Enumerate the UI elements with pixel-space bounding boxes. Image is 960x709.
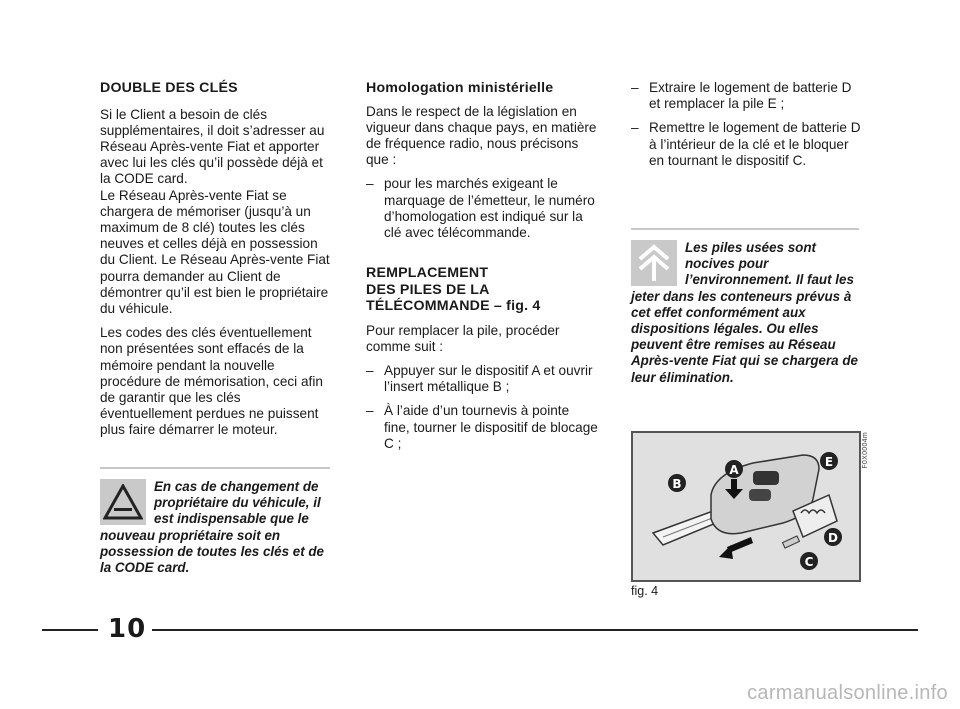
list-item: – Extraire le logement de batterie D et remplacer la pile E ;	[631, 80, 863, 112]
paragraph: Le Réseau Après-vente Fiat se chargera de mémoriser (jusqu’à un maximum de 8 clé) toutes les clés neuves et celles déjà en possession du Client. Le Réseau Après-vente Fiat pourra demander au Client de démontrer qu’il est bien le propriétaire du véhicule.	[100, 187, 330, 316]
paragraph: Dans le respect de la législation en vigueur dans chaque pays, en matière de fréquence radio, nous précisons que :	[366, 103, 597, 168]
footer-rule-right	[152, 629, 918, 631]
figure-label-c: C	[804, 555, 814, 569]
heading-line: TÉLÉCOMMANDE – fig. 4	[366, 298, 541, 315]
paragraph: Pour remplacer la pile, procéder comme suit :	[366, 322, 560, 354]
section-heading-double-keys: DOUBLE DES CLÉS	[100, 80, 238, 96]
column-middle	[366, 80, 598, 460]
paragraph: Les codes des clés éventuellement non présentées sont effacés de la mémoire pendant la nouvelle procédure de mémorisation, ceci afin de garantir que les clés éventuellement perdues ne puissent plus faire démarrer le moteur.	[100, 325, 323, 438]
warning-note-text: En cas de changement de propriétaire du véhicule, il est indispensable que le nouveau propriétaire soit en possession de toutes les clés et de la CODE card.	[100, 479, 325, 576]
list-item: – Appuyer sur le dispositif A et ouvrir l’insert métallique B ;	[366, 363, 598, 395]
section-heading-battery-replacement	[366, 265, 598, 315]
column-right	[631, 80, 863, 177]
environment-note	[631, 228, 859, 386]
key-illustration	[633, 433, 859, 580]
column-left	[100, 80, 330, 447]
figure-caption: fig. 4	[631, 584, 659, 598]
figure-code: F0X0004m	[862, 432, 869, 469]
list-item: – Remettre le logement de batterie D à l’intérieur de la clé et le bloquer en tournant le dispositif C.	[631, 120, 863, 169]
heading-line: REMPLACEMENT	[366, 265, 489, 282]
figure-label-a: A	[729, 463, 739, 477]
warning-triangle-icon	[100, 479, 146, 525]
environment-note-text: Les piles usées sont nocives pour l’environnement. Il faut les jeter dans les conteneurs prévus à cet effet conformément aux dispositions légales. Ou elles peuvent être remises au Réseau Après-vente Fiat qui se chargera de leur élimination.	[631, 240, 858, 385]
section-heading-homologation: Homologation ministérielle	[366, 80, 554, 96]
paragraph: Si le Client a besoin de clés supplémentaires, il doit s’adresser au Réseau Après-vente Fiat et apporter avec lui les clés qu’il possède déjà et la CODE card.	[100, 106, 325, 187]
watermark: carmanualsonline.info	[747, 682, 948, 704]
figure-label-d: D	[828, 531, 838, 545]
heading-line: DES PILES DE LA	[366, 281, 490, 298]
figure-label-b: B	[672, 477, 682, 491]
list-item: – À l’aide d’un tournevis à pointe fine, tourner le dispositif de blocage C ;	[366, 403, 598, 452]
recycle-arrows-icon	[631, 240, 677, 286]
key-battery-figure	[631, 431, 861, 582]
list-item: – pour les marchés exigeant le marquage de l’émetteur, le numéro d’homologation est indiqué sur la clé avec télécommande.	[366, 176, 598, 241]
footer-rule-left	[42, 629, 98, 631]
page-number: 10	[108, 614, 147, 644]
figure-label-e: E	[824, 455, 834, 469]
warning-note	[100, 467, 330, 576]
